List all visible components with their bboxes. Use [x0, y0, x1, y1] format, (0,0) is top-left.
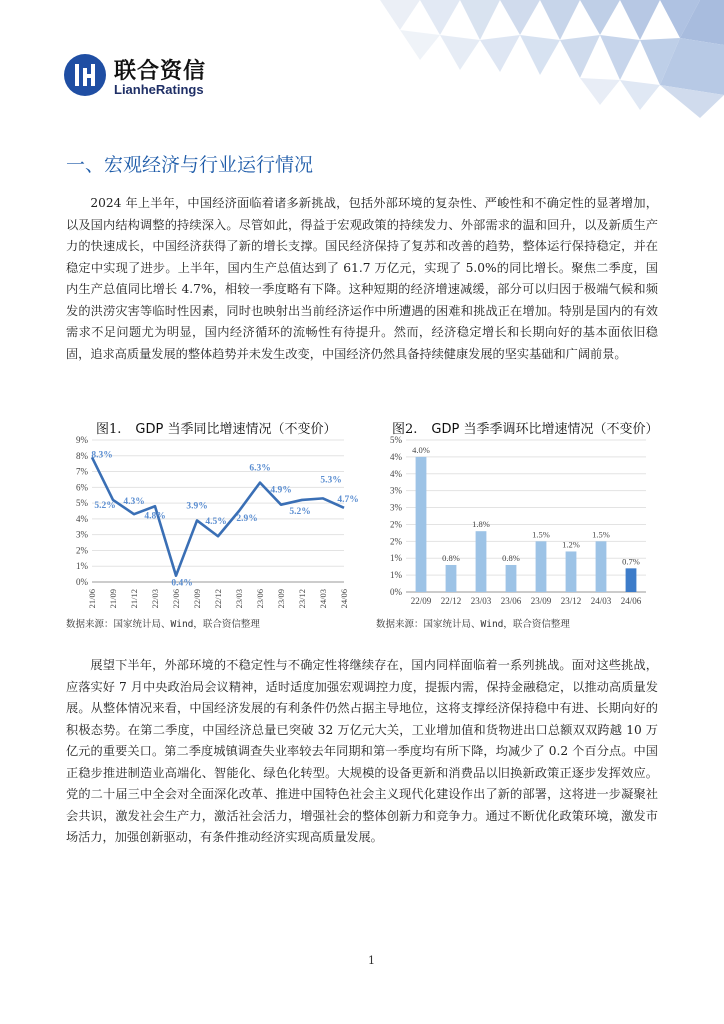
- data-label: 0.7%: [622, 556, 640, 567]
- x-tick-label: 22/09: [192, 589, 202, 609]
- x-tick-label: 22/03: [150, 589, 160, 609]
- y-tick-label: 0%: [390, 587, 402, 597]
- y-tick-label: 0%: [76, 577, 88, 587]
- paragraph-outlook: 展望下半年，外部环境的不稳定性与不确定性将继续存在，国内同样面临着一系列挑战。面对这些挑战，应落实好 7 月中央政治局会议精神，适时适度加强宏观调控力度，提振内需，保持金融稳定，以推动高质量发展。从整体情况来看，中国经济发展的有利条件仍然占据主导地位，这将支撑经济保持稳中有进、长期向好的积极态势。在第二季度，中国经济总量已突破 32 万亿元大关，工业增加值和货物进出口总额双双跨越 10 万亿元的重要关口。第二季度城镇调查失业率较去年同期和第一季度均有所下降，均减少了 0.2 个百分点。中国正稳步推进制造业高端化、智能化、绿色化转型。大规模的设备更新和消费品以旧换新政策正逐步发挥效应。党的二十届三中全会对全面深化改革、推进中国特色社会主义现代化建设作出了新的部署，这将进一步凝聚社会共识，激发社会生产力，激活社会活力，增强社会的整体创新力和竞争力。通过不断优化政策环境，激发市场活力，加强创新驱动，有条件推动经济实现高质量发展。: [66, 658, 658, 844]
- data-label: 4.8%: [144, 511, 166, 522]
- x-tick-label: 21/09: [108, 589, 118, 609]
- x-tick-label: 23/09: [276, 589, 286, 609]
- bar: [446, 565, 457, 592]
- logo-chinese-name: 联合资信: [114, 59, 207, 84]
- x-tick-label: 22/06: [171, 589, 181, 609]
- y-tick-label: 1%: [390, 570, 402, 581]
- y-tick-label: 2%: [76, 545, 88, 556]
- y-tick-label: 3%: [390, 502, 402, 513]
- x-tick-label: 22/12: [440, 596, 462, 606]
- x-tick-label: 23/03: [234, 589, 244, 609]
- y-tick-label: 1%: [390, 553, 402, 564]
- x-tick-label: 23/12: [297, 589, 307, 609]
- data-label: 8.3%: [91, 450, 113, 461]
- x-tick-label: 24/06: [620, 596, 642, 606]
- y-tick-label: 1%: [76, 561, 88, 572]
- x-tick-label: 22/09: [410, 596, 432, 606]
- bar: [416, 457, 427, 592]
- bar: [566, 551, 577, 592]
- data-label: 6.3%: [249, 463, 271, 474]
- data-label: 0.8%: [442, 552, 460, 563]
- data-label: 2.9%: [236, 514, 258, 524]
- data-label: 4.5%: [205, 517, 227, 528]
- logo-mark-icon: [64, 54, 106, 96]
- company-logo: [64, 54, 224, 100]
- figure1-source: 数据来源：国家统计局、Wind，联合资信整理: [66, 619, 260, 630]
- x-tick-label: 24/06: [339, 589, 349, 609]
- figure1-number: 图1.: [96, 422, 122, 437]
- y-tick-label: 3%: [76, 529, 88, 540]
- paragraph-intro: 2024 年上半年，中国经济面临着诸多新挑战，包括外部环境的复杂性、严峻性和不确定性的显著增加，以及国内结构调整的持续深入。尽管如此，得益于宏观政策的持续发力、外部需求的温和回升，以及新质生产力的快速成长，中国经济获得了新的增长支撑。国民经济保持了复苏和改善的趋势，整体运行保持稳定，并在稳定中实现了进步。上半年，国内生产总值达到了 61.7 万亿元，实现了 5.0%的同比增长。聚焦二季度，国内生产总值同比增长 4.7%，相较一季度略有下降。这种短期的经济增速减缓，部分可以归因于极端气候和频发的洪涝灾害等临时性因素，同时也映射出当前经济运作中所遭遇的困难和挑战正在增加。特别是国内的有效需求不足问题尤为明显，国内经济循环的流畅性有待提升。然而，经济稳定增长和长期向好的基本面依旧稳固，追求高质量发展的整体趋势并未发生改变，中国经济仍然具备持续健康发展的坚实基础和广阔前景。: [66, 196, 658, 361]
- bar: [596, 541, 607, 592]
- y-tick-label: 5%: [76, 498, 88, 509]
- data-label: 1.8%: [472, 519, 490, 530]
- data-label: 1.5%: [592, 529, 610, 540]
- x-tick-label: 21/06: [87, 589, 97, 609]
- x-tick-label: 23/06: [500, 596, 522, 606]
- x-tick-label: 21/12: [129, 589, 139, 609]
- data-label: 4.9%: [270, 485, 292, 496]
- page-number: 1: [368, 954, 375, 967]
- x-tick-label: 24/03: [590, 596, 612, 606]
- figure2-title: GDP 当季季调环比增速情况（不变价）: [431, 422, 659, 437]
- x-tick-label: 23/12: [560, 596, 582, 606]
- data-label: 0.4%: [171, 578, 193, 589]
- data-label: 3.9%: [186, 501, 208, 512]
- bar: [476, 531, 487, 592]
- data-label: 4.0%: [412, 444, 430, 455]
- data-label: 5.3%: [320, 475, 342, 486]
- data-label: 0.8%: [502, 552, 520, 563]
- data-label: 4.7%: [337, 494, 359, 505]
- y-tick-label: 4%: [390, 451, 402, 462]
- x-tick-label: 24/03: [318, 589, 328, 609]
- figure1-title: GDP 当季同比增速情况（不变价）: [135, 422, 337, 437]
- x-tick-label: 23/03: [470, 596, 492, 606]
- bar: [626, 568, 637, 592]
- y-tick-label: 3%: [390, 485, 402, 496]
- data-label: 5.2%: [94, 500, 116, 511]
- x-tick-label: 23/09: [530, 596, 552, 606]
- y-tick-label: 2%: [390, 536, 402, 547]
- data-label: 1.5%: [532, 529, 550, 540]
- y-tick-label: 4%: [76, 513, 88, 524]
- y-tick-label: 4%: [390, 468, 402, 479]
- y-tick-label: 2%: [390, 519, 402, 530]
- y-tick-label: 7%: [76, 466, 88, 477]
- bar: [536, 541, 547, 592]
- data-label: 4.3%: [123, 497, 145, 508]
- gdp-yoy-line-chart: [62, 432, 359, 614]
- data-label: 1.2%: [562, 539, 580, 550]
- y-tick-label: 6%: [76, 482, 88, 493]
- x-tick-label: 23/06: [255, 589, 265, 609]
- section-title: 一、宏观经济与行业运行情况: [66, 154, 314, 176]
- figure2-source: 数据来源：国家统计局、Wind，联合资信整理: [376, 619, 570, 630]
- x-tick-label: 22/12: [213, 589, 223, 609]
- bar: [506, 565, 517, 592]
- logo-english-name: LianheRatings: [114, 82, 204, 97]
- data-label: 5.2%: [289, 506, 311, 517]
- y-tick-label: 8%: [76, 450, 88, 461]
- figure2-number: 图2.: [392, 422, 418, 437]
- y-tick-label: 9%: [76, 435, 88, 445]
- y-tick-label: 5%: [390, 435, 402, 445]
- gdp-qoq-bar-chart: [374, 432, 654, 614]
